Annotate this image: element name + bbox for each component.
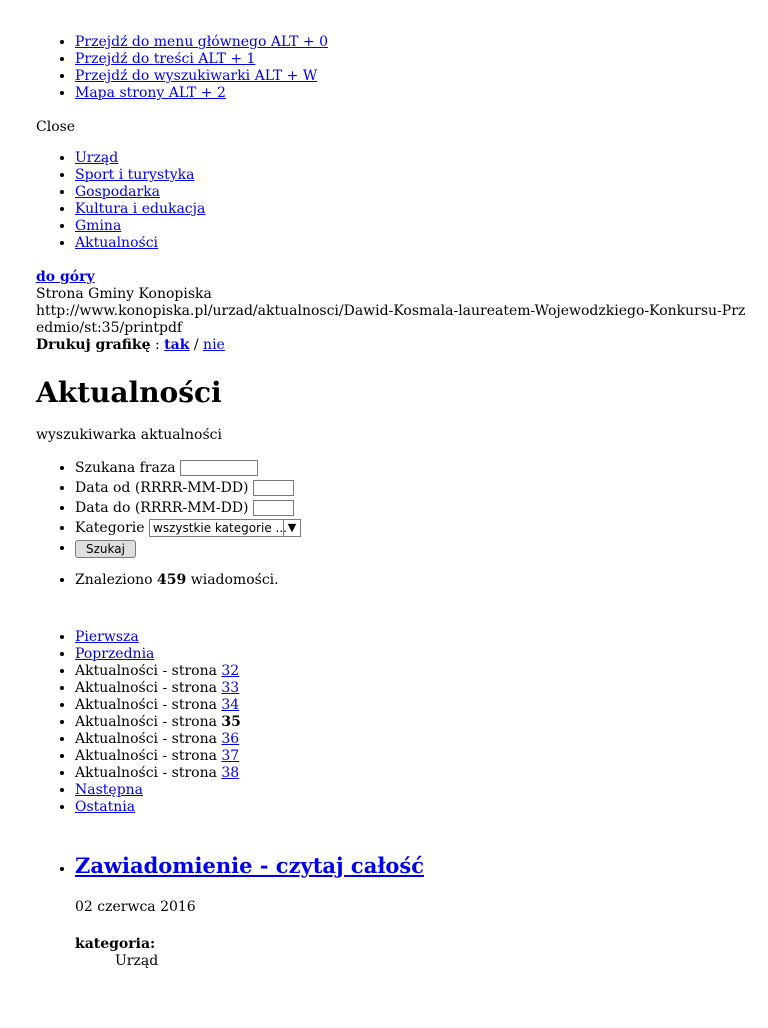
results-summary (36, 572, 768, 589)
news-item (75, 853, 768, 970)
category-row (75, 518, 768, 538)
date-to-input[interactable] (253, 500, 294, 516)
main-menu (36, 150, 768, 252)
menu-item (75, 150, 768, 167)
skip-link-item (75, 51, 768, 68)
search-phrase-label: Szukana fraza (75, 460, 176, 476)
pagination-item (75, 731, 768, 748)
search-phrase-input[interactable] (180, 460, 258, 476)
category-selected-value: wszystkie kategorie ... (153, 521, 287, 535)
pagination-page-prefix: Aktualności - strona (75, 680, 217, 696)
pagination-page-link[interactable]: 37 (221, 748, 240, 764)
menu-link-kultura[interactable]: Kultura i edukacja (75, 201, 206, 217)
menu-link-gospodarka[interactable]: Gospodarka (75, 184, 161, 200)
pagination-item (75, 646, 768, 663)
menu-link-aktualnosci[interactable]: Aktualności (75, 235, 159, 251)
date-from-row (75, 478, 768, 498)
page-url: http://www.konopiska.pl/urzad/aktualnosci/Dawid-Kosmala-laureatem-Wojewodzkiego-Konkursu-Przedmio/st:35/printpdf (36, 303, 746, 336)
pagination (36, 629, 768, 816)
print-graphics-no-link[interactable]: nie (203, 337, 225, 353)
close-label: Close (36, 119, 76, 135)
pagination-page-prefix: Aktualności - strona (75, 748, 217, 764)
print-graphics-row (36, 337, 768, 354)
pagination-first-link[interactable]: Pierwsza (75, 629, 139, 645)
site-name: Strona Gminy Konopiska (36, 286, 212, 302)
category-label: Kategorie (75, 520, 145, 536)
news-meta (75, 936, 768, 970)
date-to-row (75, 498, 768, 518)
skip-to-search-link[interactable]: Przejdź do wyszukiwarki ALT + W (75, 68, 318, 84)
pagination-item (75, 697, 768, 714)
pagination-next-link[interactable]: Następna (75, 782, 144, 798)
news-category-label: kategoria: (75, 936, 156, 952)
news-list (36, 853, 768, 970)
menu-item (75, 184, 768, 201)
page-title: Aktualności (36, 376, 222, 409)
pagination-current-page: 35 (221, 714, 241, 730)
pagination-item (75, 782, 768, 799)
pagination-page-prefix: Aktualności - strona (75, 714, 217, 730)
skip-links (36, 34, 768, 102)
pagination-item (75, 799, 768, 816)
pagination-last-link[interactable]: Ostatnia (75, 799, 136, 815)
pagination-page-prefix: Aktualności - strona (75, 663, 217, 679)
menu-link-gmina[interactable]: Gmina (75, 218, 122, 234)
date-to-label: Data do (RRRR-MM-DD) (75, 500, 249, 516)
pagination-page-prefix: Aktualności - strona (75, 697, 217, 713)
date-from-input[interactable] (253, 480, 294, 496)
pagination-page-link[interactable]: 32 (221, 663, 240, 679)
slash: / (193, 337, 199, 353)
news-date: 02 czerwca 2016 (75, 899, 196, 915)
submit-row (75, 538, 768, 558)
search-form (36, 458, 768, 558)
skip-to-menu-link[interactable]: Przejdź do menu głównego ALT + 0 (75, 34, 328, 50)
pagination-item (75, 629, 768, 646)
pagination-page-prefix: Aktualności - strona (75, 731, 217, 747)
category-select[interactable] (149, 519, 301, 537)
print-graphics-label: Drukuj grafikę (36, 337, 151, 353)
date-from-label: Data od (RRRR-MM-DD) (75, 480, 249, 496)
back-to-top-link[interactable]: do góry (36, 269, 95, 285)
skip-to-content-link[interactable]: Przejdź do treści ALT + 1 (75, 51, 256, 67)
print-graphics-yes-link[interactable]: tak (164, 337, 190, 353)
pagination-page-prefix: Aktualności - strona (75, 765, 217, 781)
pagination-item (75, 680, 768, 697)
menu-item (75, 218, 768, 235)
menu-link-urzad[interactable]: Urząd (75, 150, 119, 166)
pagination-prev-link[interactable]: Poprzednia (75, 646, 155, 662)
pagination-page-link[interactable]: 38 (221, 765, 240, 781)
search-phrase-row (75, 458, 768, 478)
pagination-page-link[interactable]: 33 (221, 680, 240, 696)
search-button[interactable]: Szukaj (75, 540, 136, 558)
news-title-link[interactable]: Zawiadomienie - czytaj całość (75, 853, 425, 878)
menu-link-sport[interactable]: Sport i turystyka (75, 167, 195, 183)
results-count: 459 (157, 572, 187, 588)
menu-item (75, 167, 768, 184)
menu-item (75, 201, 768, 218)
news-title (75, 853, 424, 878)
pagination-item (75, 748, 768, 765)
menu-item (75, 235, 768, 252)
skip-link-item (75, 34, 768, 51)
pagination-item (75, 714, 768, 731)
search-title: wyszukiwarka aktualności (36, 427, 222, 443)
colon: : (155, 337, 160, 353)
skip-link-item (75, 68, 768, 85)
pagination-page-link[interactable]: 36 (221, 731, 240, 747)
news-category-value: Urząd (115, 953, 159, 969)
sitemap-link[interactable]: Mapa strony ALT + 2 (75, 85, 226, 101)
results-prefix: Znaleziono (75, 572, 153, 588)
pagination-item (75, 765, 768, 782)
skip-link-item (75, 85, 768, 102)
pagination-page-link[interactable]: 34 (221, 697, 240, 713)
results-count-item (75, 572, 768, 589)
pagination-item (75, 663, 768, 680)
results-suffix: wiadomości. (190, 572, 279, 588)
dropdown-arrow-icon: ▼ (283, 520, 300, 536)
